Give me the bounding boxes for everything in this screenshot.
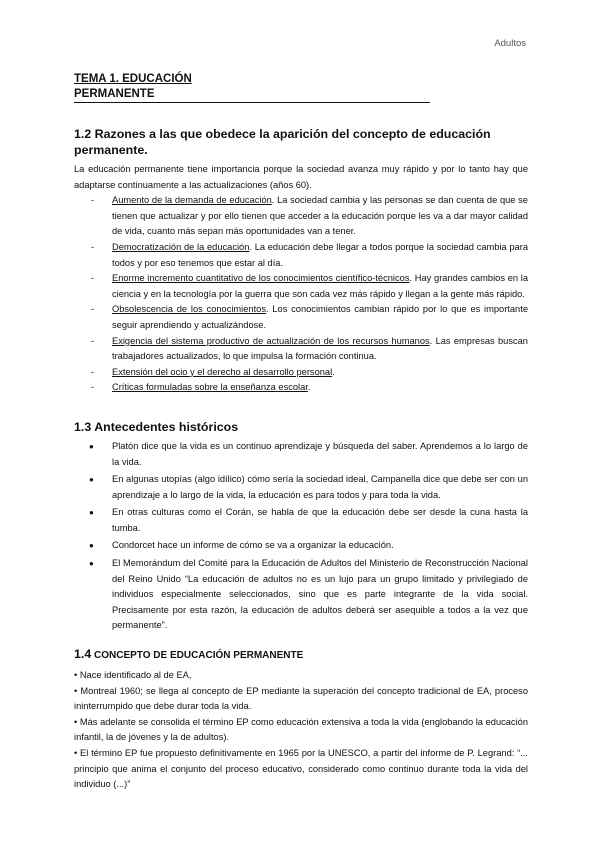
section-1-2-heading: 1.2 Razones a las que obedece la aparición del concepto de educación permanente. — [74, 127, 491, 157]
title-line-2: PERMANENTE — [74, 87, 430, 103]
bullet-icon: ● — [89, 441, 94, 451]
page-header: Adultos — [494, 38, 526, 49]
item-text: . La educación debe llegar a todos porque la sociedad cambia para todos y por eso tenemos que estar al día. — [112, 241, 528, 268]
list-item: ● El Memorándum del Comité para la Educación de Adultos del Ministerio de Reconstrucción Nacional del Reino Unido “La educación de adultos no es un lujo para un grupo limitado y privilegiado de individuos especialmente seleccionados, sino que es parte integrante de la vida social. Precisamente por esta razón, la educación de adultos deberá ser asequible a todos a la vez que permanente”. — [89, 558, 528, 631]
bullet-icon: ● — [89, 508, 94, 518]
list-item: - Críticas formuladas sobre la enseñanza escolar. — [91, 382, 311, 393]
item-term: Enorme incremento cuantitativo de los conocimientos científico-técnicos — [112, 273, 410, 284]
document-body — [74, 72, 528, 793]
list-item: - Enorme incremento cuantitativo de los conocimientos científico-técnicos. Hay grandes cambios en la ciencia y en la tecnología por la guerra que son cada vez más rápido y llegan a la gente más rápido. — [91, 273, 528, 299]
list-item: ● En otras culturas como el Corán, se habla de que la educación debe ser desde la cuna hasta la tumba. — [89, 507, 528, 533]
paragraph: • Más adelante se consolida el término EP como educación extensiva a toda la vida (englobando la educación infantil, la de jóvenes y la de adultos). — [74, 716, 528, 743]
bullet-icon: ● — [89, 559, 94, 569]
list-item: ● Platón dice que la vida es un continuo aprendizaje y búsqueda del saber. Aprendemos a lo largo de la vida. — [89, 440, 528, 467]
section-number: 1.4 — [74, 647, 92, 662]
paragraph: • Montreal 1960; se llega al concepto de EP mediante la superación del concepto tradicional de EA, proceso ininterrumpido que debe durar toda la vida. — [74, 685, 528, 712]
bullet-icon: ● — [89, 475, 94, 485]
paragraph: • El término EP fue propuesto definitivamente en 1965 por la UNESCO, a partir del informe de P. Legrand: “... principio que anima el conjunto del proceso educativo, considerado como continuo durante toda la vida del individuo (...)” — [74, 748, 528, 790]
item-text: . Las empresas buscan trabajadores actualizados, lo que impulsa la formación continua. — [112, 335, 528, 362]
section-1-2-intro: La educación permanente tiene importancia porque la sociedad avanza muy rápido y por lo tanto hay que adaptarse continuamente a las actualizaciones (años 60). — [74, 164, 528, 190]
item-term: Extensión del ocio y el derecho al desarrollo personal — [112, 366, 333, 377]
item-term: Aumento de la demanda de educación — [112, 195, 272, 206]
document-title — [74, 72, 528, 103]
item-text: . — [332, 366, 335, 377]
item-text: . Los conocimientos cambian rápido por lo que es importante seguir aprendiendo y actualizándose. — [112, 304, 528, 330]
item-term: Democratización de la educación — [112, 241, 250, 252]
item-text: . — [307, 382, 311, 393]
list-item: - Obsolescencia de los conocimientos. Los conocimientos cambian rápido por lo que es importante seguir aprendiendo y actualizándose. — [91, 304, 528, 330]
section-title: CONCEPTO DE EDUCACIÓN PERMANENTE — [94, 650, 304, 662]
section-1-3-list — [74, 439, 528, 634]
section-1-3-heading: 1.3 Antecedentes históricos — [74, 419, 239, 434]
list-item: - Exigencia del sistema productivo de actualización de los recursos humanos. Las empresas buscan trabajadores actualizados, lo que impulsa la formación continua. — [91, 335, 528, 362]
list-item: - Democratización de la educación. La educación debe llegar a todos porque la sociedad cambia para todos y por eso tenemos que estar al día. — [91, 241, 528, 268]
list-item: ● Condorcet hace un informe de cómo se va a organizar la educación. — [74, 538, 528, 554]
item-text: . Hay grandes cambios en la ciencia y en la tecnología por la guerra que son cada vez más rápido y llegan a la gente más rápido. — [112, 273, 528, 299]
item-term: Exigencia del sistema productivo de actualización de los recursos humanos — [112, 335, 430, 346]
list-item: - Aumento de la demanda de educación. La sociedad cambia y las personas se dan cuenta de que se tienen que actualizar y por ello tienen que acceder a la educación porque les va a dar mayor calidad de vida, cuanto más sepan más oportunidades van a tener. — [91, 195, 528, 237]
title-line-1: TEMA 1. EDUCACIÓN — [74, 73, 192, 85]
item-text: . La sociedad cambia y las personas se dan cuenta de que se tienen que actualizar y por ello tienen que acceder a la educación porque les va a dar mayor calidad de vida, cuanto más sepan más oportunidades van a tener. — [112, 195, 528, 237]
item-term: Obsolescencia de los conocimientos — [112, 304, 266, 315]
item-term: Críticas formuladas sobre la enseñanza escolar — [112, 382, 308, 393]
paragraph: • Nace identificado al de EA, — [74, 670, 192, 681]
list-item: ● En algunas utopías (algo idílico) cómo sería la sociedad ideal, Campanella dice que debe ser con un aprendizaje a lo largo de la vida, la educación es para todos y para toda la vida. — [89, 474, 528, 500]
bullet-icon: ● — [89, 541, 94, 551]
section-1-2-list — [74, 193, 528, 396]
list-item: - Extensión del ocio y el derecho al desarrollo personal. — [91, 366, 335, 377]
section-1-4-heading — [74, 646, 528, 664]
